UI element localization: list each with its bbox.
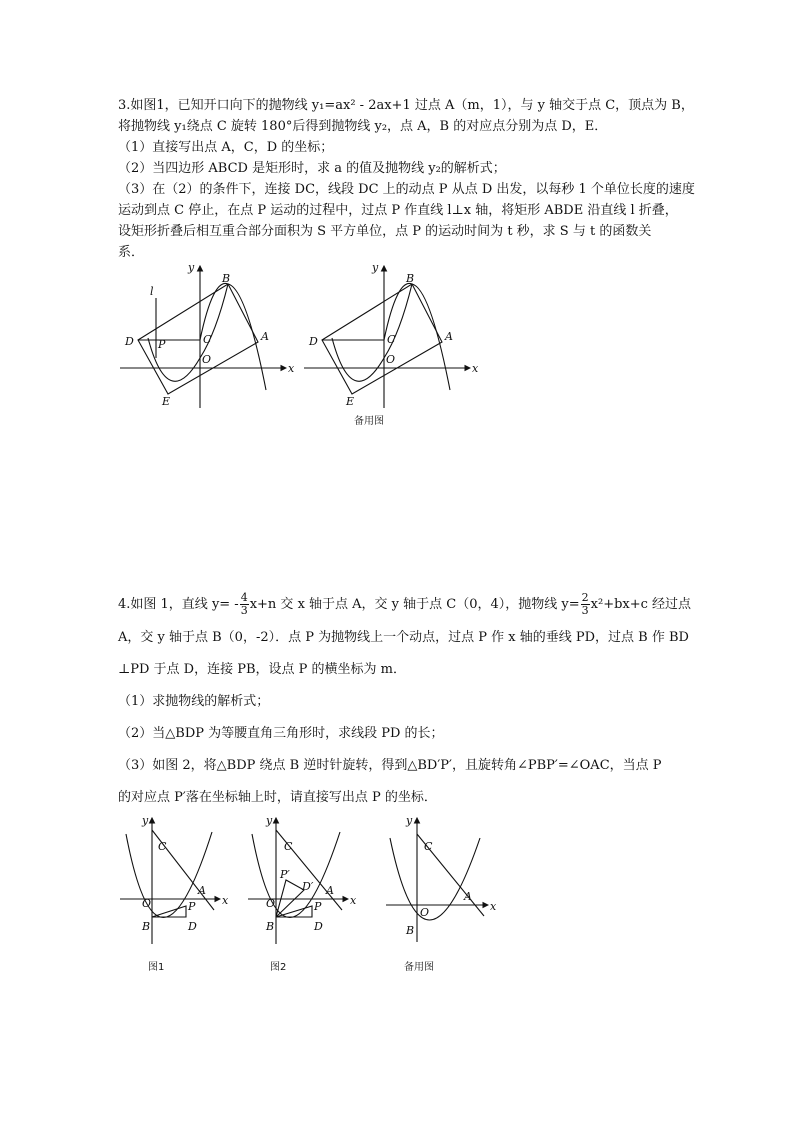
label-y: y (406, 814, 413, 827)
label-y: y (266, 814, 273, 827)
q4-figure-2 (246, 812, 366, 977)
label-o: O (420, 906, 430, 919)
q4-line-1 (118, 592, 691, 617)
q3-line-2: 将抛物线 y₁绕点 C 旋转 180°后得到抛物线 y₂，点 A，B 的对应点分别为点 D，E． (118, 119, 608, 134)
label-a: A (198, 884, 206, 897)
label-c: C (424, 840, 433, 853)
q4-line-4: （1）求抛物线的解析式； (118, 694, 270, 709)
frac-num: 2 (581, 591, 589, 604)
label-p: P (188, 900, 196, 913)
triangle-bdp (152, 906, 186, 917)
label-p: P (158, 338, 166, 351)
label-a: A (261, 330, 269, 343)
label-a: A (464, 890, 472, 903)
caption-spare: 备用图 (354, 416, 384, 427)
q4-line-5: （2）当△BDP 为等腰直角三角形时，求线段 PD 的长； (118, 726, 444, 741)
label-x: x (472, 362, 479, 375)
label-o: O (202, 353, 212, 366)
label-o: O (142, 897, 152, 910)
q3-line-7: 设矩形折叠后相互重合部分面积为 S 平方单位，点 P 的运动时间为 t 秒，求 S 与 t 的函数关 (118, 224, 652, 239)
label-x: x (222, 894, 229, 907)
q4-line-6: （3）如图 2，将△BDP 绕点 B 逆时针旋转，得到△BD′P′，且旋转角∠PBP′=∠OAC，当点 P (118, 758, 662, 773)
label-a: A (326, 884, 334, 897)
label-b: B (142, 920, 151, 933)
label-d: D (309, 335, 318, 348)
q4-line-7: 的对应点 P′落在坐标轴上时，请直接写出点 P 的坐标． (118, 790, 437, 805)
q3-line-8: 系． (118, 245, 145, 260)
label-x: x (490, 900, 497, 913)
label-e: E (346, 395, 355, 408)
frac-num: 4 (240, 591, 248, 604)
label-p: P (314, 900, 322, 913)
label-a: A (445, 330, 453, 343)
label-o: O (386, 353, 396, 366)
label-c: C (203, 333, 212, 346)
frac-den: 3 (240, 604, 248, 617)
label-d: D (314, 920, 323, 933)
q4-line-1c: x²+bx+c 经过点 (590, 597, 692, 612)
fraction-2-3 (581, 592, 590, 617)
caption-fig2: 图2 (270, 962, 287, 973)
label-y: y (142, 814, 149, 827)
q3-line-3: （1）直接写出点 A，C，D 的坐标； (118, 140, 334, 155)
parabola (126, 832, 212, 918)
caption-fig1: 图1 (148, 962, 165, 973)
label-c: C (387, 333, 396, 346)
q4-line-1b: x+n 交 x 轴于点 A，交 y 轴于点 C（0，4），抛物线 y= (249, 597, 580, 612)
frac-den: 3 (581, 604, 589, 617)
label-b: B (406, 272, 415, 285)
fraction-4-3 (240, 592, 249, 617)
q4-line-2: A，交 y 轴于点 B（0，-2）．点 P 为抛物线上一个动点，过点 P 作 x 轴的垂线 PD，过点 B 作 BD (118, 630, 689, 645)
label-x: x (288, 362, 295, 375)
q3-line-1: 3.如图1，已知开口向下的抛物线 y₁=ax² - 2ax+1 过点 A（m，1），与 y 轴交于点 C，顶点为 B， (118, 98, 694, 113)
q4-line-3: ⊥PD 于点 D，连接 PB，设点 P 的横坐标为 m． (118, 662, 406, 677)
q3-line-6: 运动到点 C 停止，在点 P 运动的过程中，过点 P 作直线 l⊥x 轴，将矩形 ABDE 沿直线 l 折叠， (118, 203, 678, 218)
label-b: B (266, 920, 275, 933)
label-l: l (150, 285, 154, 298)
q3-figure-spare (302, 258, 487, 430)
label-b: B (222, 272, 231, 285)
q3-line-4: （2）当四边形 ABCD 是矩形时，求 a 的值及抛物线 y₂的解析式； (118, 161, 506, 176)
label-x: x (350, 894, 357, 907)
label-d-prime: D′ (302, 880, 314, 893)
label-b: B (406, 924, 415, 937)
label-y: y (372, 261, 379, 274)
rectangle-abde (322, 284, 442, 394)
q3-line-5: （3）在（2）的条件下，连接 DC，线段 DC 上的动点 P 从点 D 出发，以每秒 1 个单位长度的速度 (118, 182, 695, 197)
label-d: D (125, 335, 134, 348)
label-c: C (158, 840, 167, 853)
label-e: E (162, 395, 171, 408)
label-o: O (266, 897, 276, 910)
label-d: D (188, 920, 197, 933)
label-p-prime: P′ (280, 868, 290, 881)
parabola (390, 838, 480, 920)
caption-spare: 备用图 (404, 962, 434, 973)
label-c: C (284, 840, 293, 853)
q4-figure-1 (118, 812, 238, 977)
q4-line-1a: 4.如图 1，直线 y= - (118, 597, 239, 612)
q3-figure-1 (118, 258, 303, 413)
q4-figure-spare (384, 812, 504, 977)
label-y: y (188, 261, 195, 274)
